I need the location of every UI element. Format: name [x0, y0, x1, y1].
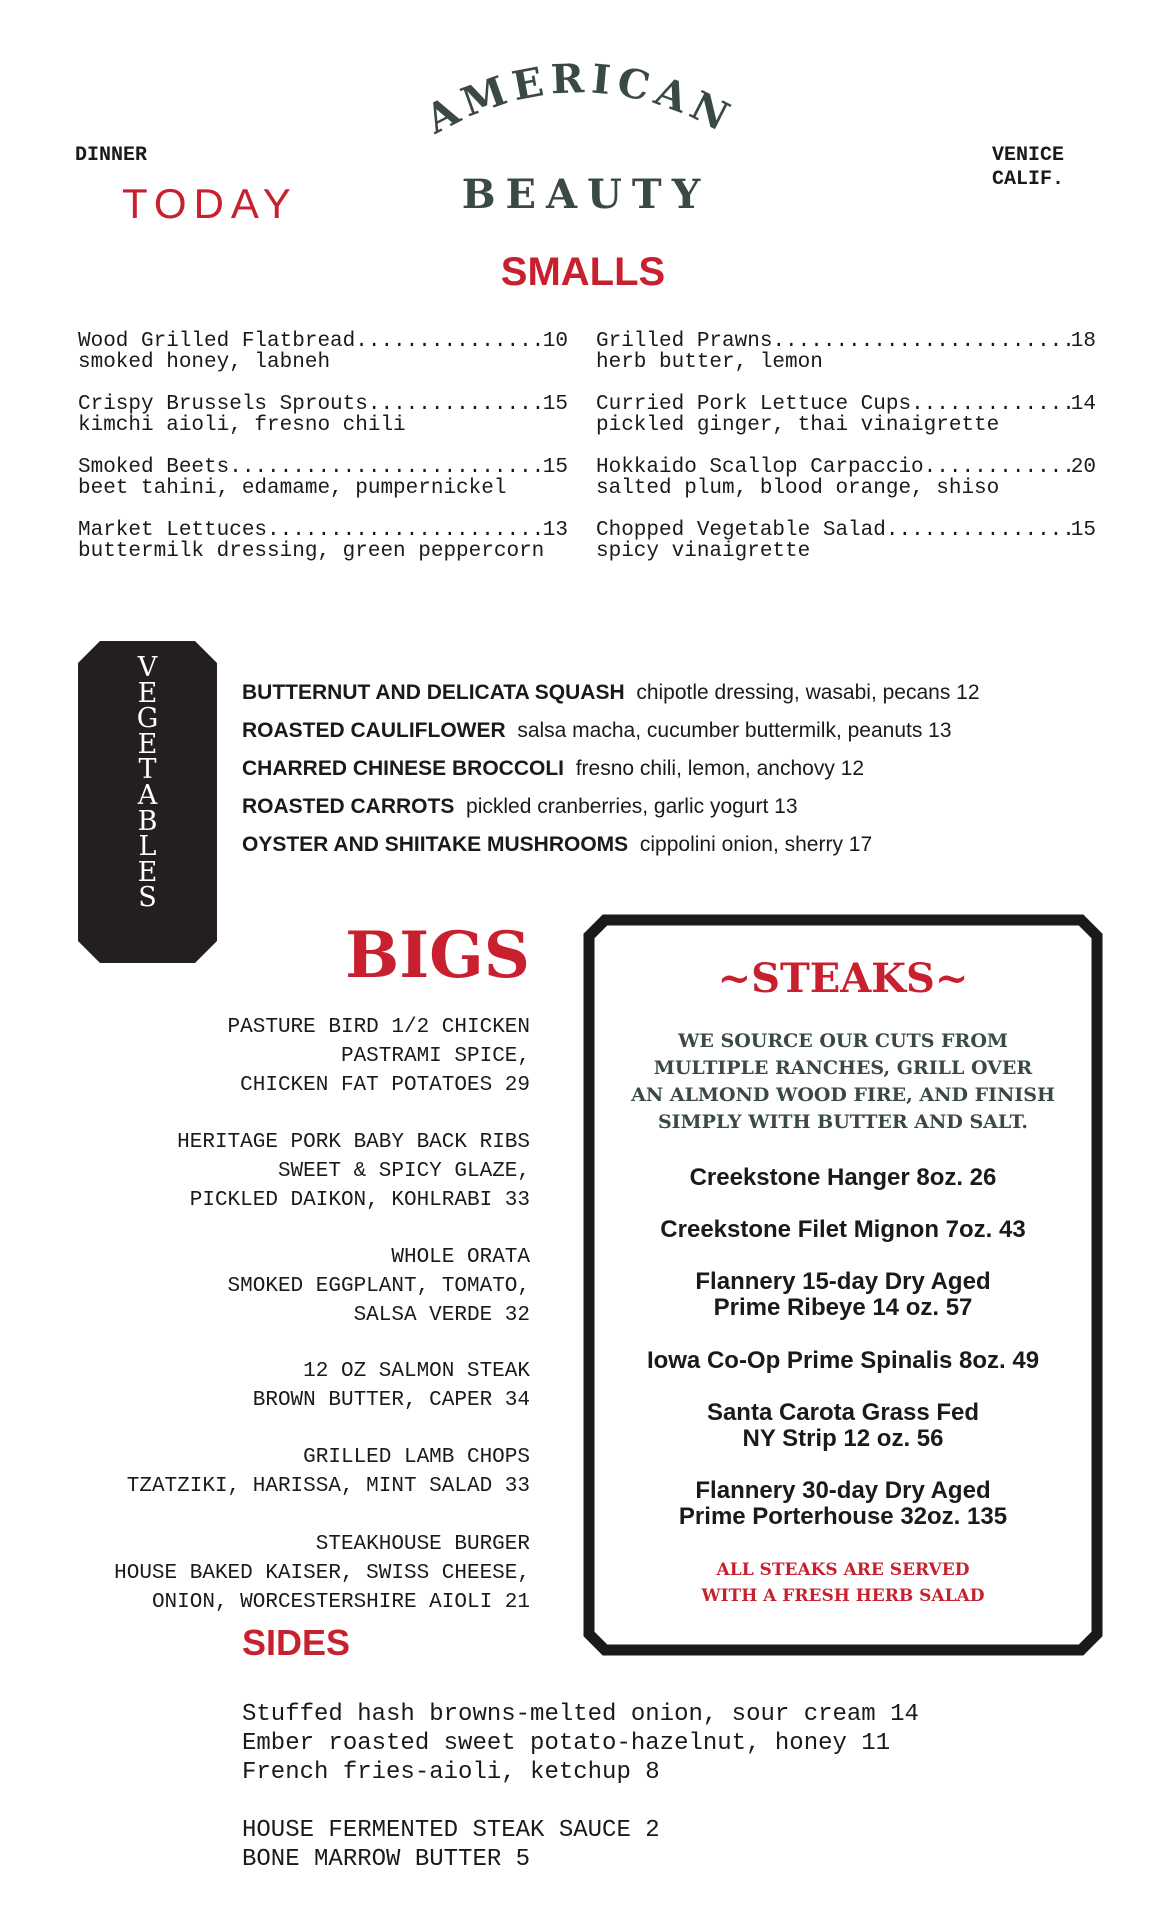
vegetable-item: [242, 833, 872, 857]
small-item: [596, 331, 1096, 373]
heading-letter: V: [137, 652, 158, 683]
item-name: Prime Porterhouse 32oz. 135: [678, 1503, 1008, 1530]
heading-letter: G: [136, 703, 159, 735]
steaks-note: [583, 1557, 1103, 1609]
item-description: CHICKEN FAT POTATOES 29: [240, 1074, 530, 1097]
logo-line-1: AMERICAN: [417, 60, 742, 144]
big-item: [40, 1243, 530, 1330]
item-description: kimchi aioli, fresno chili: [78, 414, 406, 437]
bigs-heading: BIGS: [345, 918, 530, 993]
item-description: BROWN BUTTER, CAPER 34: [252, 1389, 530, 1412]
small-item: [78, 394, 568, 436]
item-name: Creekstone Hanger 8oz. 26: [689, 1164, 997, 1191]
heading-letter: E: [137, 677, 158, 709]
item-name: Chopped Vegetable Salad: [596, 519, 886, 542]
big-item: [40, 1128, 530, 1215]
item-name: OYSTER AND SHIITAKE MUSHROOMS: [242, 833, 629, 856]
item-name: Crispy Brussels Sprouts: [78, 393, 368, 416]
vegetable-item: [242, 719, 952, 743]
american-beauty-logo: [390, 60, 770, 220]
small-item: [78, 331, 568, 373]
dot-leader: [368, 394, 543, 415]
item-name: Flannery 15-day Dry Aged: [695, 1268, 991, 1295]
item-description: pickled cranberries, garlic yogurt 13: [466, 795, 798, 818]
item-description: herb butter, lemon: [596, 351, 823, 374]
item-description: TZATZIKI, HARISSA, MINT SALAD 33: [126, 1475, 530, 1498]
heading-letter: E: [137, 728, 158, 760]
small-item: [596, 394, 1096, 436]
big-item: [40, 1530, 530, 1617]
small-item: [596, 520, 1096, 562]
item-name: HERITAGE PORK BABY BACK RIBS: [177, 1131, 530, 1154]
item-price: 14: [1070, 393, 1096, 416]
heading-letter: T: [138, 754, 157, 786]
small-item: [596, 457, 1096, 499]
dot-leader: [229, 457, 543, 478]
item-description: HOUSE BAKED KAISER, SWISS CHEESE,: [114, 1562, 530, 1585]
heading-letter: A: [137, 779, 158, 811]
dot-leader: [911, 394, 1071, 415]
location-line-2: CALIF.: [992, 168, 1065, 191]
sides-heading: SIDES: [242, 1622, 351, 1663]
item-name: Iowa Co-Op Prime Spinalis 8oz. 49: [646, 1347, 1040, 1374]
side-item: Stuffed hash browns-melted onion, sour cream 14: [242, 1701, 919, 1728]
item-name: Creekstone Filet Mignon 7oz. 43: [660, 1216, 1026, 1243]
item-name: Smoked Beets: [78, 456, 230, 479]
item-price: 13: [542, 519, 568, 542]
big-item: [40, 1013, 530, 1100]
small-item: [78, 520, 568, 562]
item-price: 15: [542, 456, 568, 479]
small-item: [78, 457, 568, 499]
item-description: ONION, WORCESTERSHIRE AIOLI 21: [151, 1591, 530, 1614]
dot-leader: [355, 331, 543, 352]
intro-line: MULTIPLE RANCHES, GRILL OVER: [653, 1057, 1033, 1079]
item-price: 15: [1070, 519, 1096, 542]
big-item: [40, 1443, 530, 1501]
item-description: buttermilk dressing, green peppercorn: [78, 540, 545, 563]
smalls-heading: SMALLS: [500, 250, 666, 294]
vegetables-heading: [78, 652, 217, 914]
item-description: spicy vinaigrette: [596, 540, 811, 563]
steak-item: [583, 1165, 1103, 1191]
item-name: 12 OZ SALMON STEAK: [303, 1360, 530, 1383]
steak-item: [583, 1269, 1103, 1321]
item-name: CHARRED CHINESE BROCCOLI: [242, 757, 565, 780]
big-item: [40, 1357, 530, 1415]
steak-item: [583, 1400, 1103, 1452]
intro-line: SIMPLY WITH BUTTER AND SALT.: [657, 1111, 1029, 1133]
item-description: SWEET & SPICY GLAZE,: [277, 1160, 530, 1183]
item-description: PICKLED DAIKON, KOHLRABI 33: [189, 1189, 530, 1212]
item-name: NY Strip 12 oz. 56: [742, 1425, 944, 1452]
note-line: WITH A FRESH HERB SALAD: [701, 1586, 985, 1606]
heading-letter: E: [137, 856, 158, 888]
extra-item: HOUSE FERMENTED STEAK SAUCE 2: [242, 1817, 660, 1844]
item-name: BUTTERNUT AND DELICATA SQUASH: [242, 681, 625, 704]
today-label: TODAY: [122, 180, 298, 227]
dot-leader: [772, 331, 1070, 352]
steak-item: [583, 1478, 1103, 1530]
meal-label: DINNER: [75, 144, 148, 167]
logo-line-2: BEAUTY: [461, 171, 711, 218]
item-description: fresno chili, lemon, anchovy 12: [575, 757, 865, 780]
item-name: Curried Pork Lettuce Cups: [596, 393, 912, 416]
steaks-heading: ~STEAKS~: [717, 955, 969, 1002]
item-price: 15: [542, 393, 568, 416]
note-line: ALL STEAKS ARE SERVED: [716, 1560, 970, 1580]
location-line-1: VENICE: [992, 144, 1065, 167]
item-description: pickled ginger, thai vinaigrette: [596, 414, 1000, 437]
item-description: SMOKED EGGPLANT, TOMATO,: [227, 1275, 530, 1298]
vegetable-item: [242, 757, 864, 781]
intro-line: WE SOURCE OUR CUTS FROM: [678, 1030, 1008, 1052]
item-name: GRILLED LAMB CHOPS: [303, 1446, 530, 1469]
extra-item: BONE MARROW BUTTER 5: [242, 1846, 531, 1873]
item-price: 20: [1070, 456, 1096, 479]
dot-leader: [267, 520, 543, 541]
item-name: STEAKHOUSE BURGER: [315, 1533, 530, 1556]
item-name: ROASTED CARROTS: [242, 795, 455, 818]
item-name: ROASTED CAULIFLOWER: [242, 719, 506, 742]
item-name: Hokkaido Scallop Carpaccio: [596, 456, 924, 479]
vegetable-item: [242, 681, 980, 705]
heading-letter: S: [138, 882, 157, 914]
item-description: salted plum, blood orange, shiso: [596, 477, 1000, 500]
item-name: Wood Grilled Flatbread: [78, 330, 356, 353]
heading-letter: B: [137, 805, 158, 837]
vegetable-item: [242, 795, 798, 819]
item-description: SALSA VERDE 32: [353, 1304, 530, 1327]
item-description: chipotle dressing, wasabi, pecans 12: [636, 681, 980, 704]
item-price: 10: [542, 330, 568, 353]
item-name: Flannery 30-day Dry Aged: [695, 1477, 991, 1504]
item-description: smoked honey, labneh: [78, 351, 331, 374]
item-description: cippolini onion, sherry 17: [639, 833, 873, 856]
side-item: Ember roasted sweet potato-hazelnut, honey 11: [242, 1730, 891, 1757]
item-description: beet tahini, edamame, pumpernickel: [78, 477, 507, 500]
item-name: Santa Carota Grass Fed: [706, 1399, 980, 1426]
steak-item: [583, 1217, 1103, 1243]
item-name: Grilled Prawns: [596, 330, 773, 353]
item-name: Market Lettuces: [78, 519, 268, 542]
steak-item: [583, 1348, 1103, 1374]
item-description: PASTRAMI SPICE,: [340, 1045, 530, 1068]
item-description: salsa macha, cucumber buttermilk, peanuts 13: [517, 719, 952, 742]
item-price: 18: [1070, 330, 1096, 353]
steaks-intro: [600, 1028, 1086, 1136]
heading-letter: L: [138, 831, 157, 863]
dot-leader: [924, 457, 1071, 478]
item-name: WHOLE ORATA: [391, 1246, 530, 1269]
intro-line: AN ALMOND WOOD FIRE, AND FINISH: [631, 1084, 1055, 1106]
side-item: French fries-aioli, ketchup 8: [242, 1759, 660, 1786]
dot-leader: [886, 520, 1071, 541]
item-name: Prime Ribeye 14 oz. 57: [713, 1294, 973, 1321]
item-name: PASTURE BIRD 1/2 CHICKEN: [227, 1016, 530, 1039]
